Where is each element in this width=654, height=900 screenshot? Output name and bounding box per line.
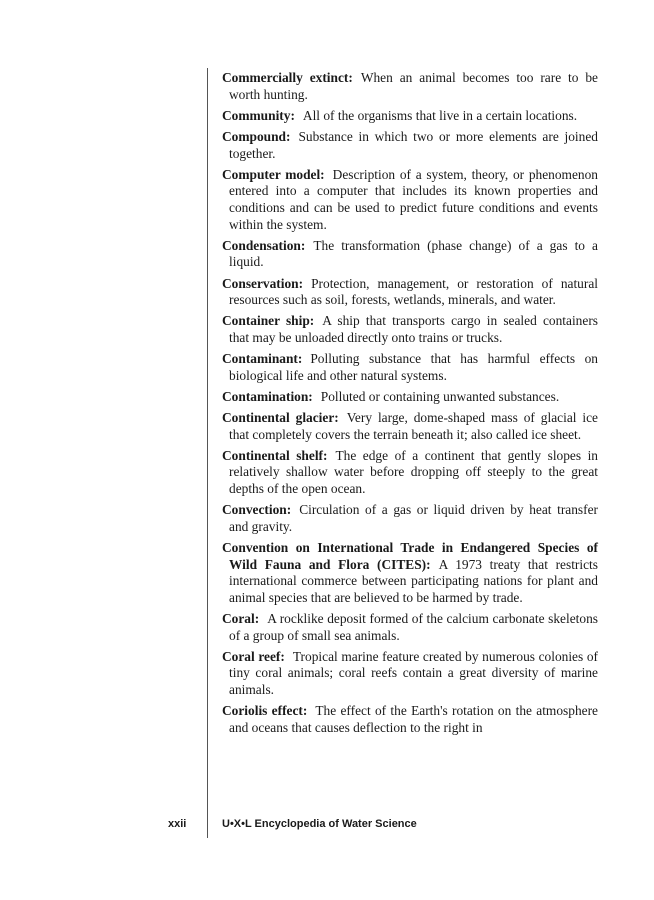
page-number: xxii — [168, 818, 187, 830]
glossary-term: Coral reef: — [222, 648, 285, 664]
glossary-entry — [222, 611, 598, 644]
glossary-definition: A rocklike deposit formed of the calcium carbonate skeletons of a group of small sea animals. — [229, 610, 598, 643]
glossary-entry — [222, 129, 598, 162]
glossary-term: Community: — [222, 107, 295, 123]
glossary-term: Contaminant: — [222, 351, 303, 367]
glossary-definition: Description of a system, theory, or phenomenon entered into a computer that includes its known properties and conditions and can be used to predict future conditions and events within the system. — [229, 166, 598, 232]
glossary-definition: The transformation (phase change) of a gas to a liquid. — [229, 237, 598, 270]
glossary-entry — [222, 238, 598, 271]
glossary-definition: When an animal becomes too rare to be worth hunting. — [229, 70, 598, 102]
glossary-term: Coriolis effect: — [222, 703, 308, 719]
glossary-entry — [222, 276, 598, 309]
glossary-definition: Polluted or containing unwanted substances. — [320, 388, 560, 404]
glossary-term: Continental glacier: — [222, 410, 339, 426]
glossary-term: Conservation: — [222, 275, 304, 291]
glossary-term: Contamination: — [222, 388, 313, 404]
glossary-term: Condensation: — [222, 237, 306, 253]
glossary-entry — [222, 167, 598, 233]
glossary-entry — [222, 410, 598, 443]
glossary-definition: Protection, management, or restoration of natural resources such as soil, forests, wetlands, minerals, and water. — [229, 275, 598, 308]
glossary-entries — [222, 70, 598, 741]
glossary-term: Continental shelf: — [222, 447, 328, 463]
glossary-definition: A ship that transports cargo in sealed containers that may be unloaded directly onto trains or trucks. — [229, 313, 598, 345]
book-title: U•X•L Encyclopedia of Water Science — [222, 818, 417, 830]
glossary-definition: Tropical marine feature created by numerous colonies of tiny coral animals; coral reefs contain a great diversity of marine animals. — [229, 648, 598, 697]
glossary-definition: All of the organisms that live in a certain locations. — [302, 107, 578, 123]
glossary-definition: The edge of a continent that gently slopes in relatively shallow water before dropping off steeply to the great depths of the open ocean. — [229, 447, 599, 496]
glossary-entry — [222, 313, 598, 346]
glossary-term: Computer model: — [222, 166, 325, 182]
glossary-term: Compound: — [222, 128, 291, 144]
glossary-term: Commercially extinct: — [222, 70, 353, 85]
glossary-term: Container ship: — [222, 313, 315, 329]
margin-rule — [207, 68, 208, 838]
glossary-entry — [222, 108, 598, 125]
glossary-definition: The effect of the Earth's rotation on the atmosphere and oceans that causes deflection to the right in — [229, 703, 598, 735]
glossary-definition: Very large, dome-shaped mass of glacial ice that completely covers the terrain beneath it; also called ice sheet. — [229, 410, 598, 442]
glossary-entry — [222, 448, 598, 498]
glossary-definition: Circulation of a gas or liquid driven by heat transfer and gravity. — [229, 502, 598, 534]
glossary-entry — [222, 351, 598, 384]
glossary-entry — [222, 389, 598, 406]
glossary-definition: A 1973 treaty that restricts international commerce between participating nations for plant and animal species that are believed to be harmed by trade. — [229, 556, 598, 605]
glossary-term: Convection: — [222, 502, 292, 518]
glossary-entry — [222, 502, 598, 535]
glossary-term: Convention on International Trade in Endangered Species of Wild Fauna and Flora (CITES): — [222, 539, 598, 572]
glossary-entry — [222, 70, 598, 103]
glossary-entry — [222, 540, 598, 606]
glossary-definition: Polluting substance that has harmful effects on biological life and other natural systems. — [229, 351, 598, 383]
glossary-definition: Substance in which two or more elements are joined together. — [229, 128, 598, 161]
glossary-term: Coral: — [222, 610, 260, 626]
glossary-entry — [222, 649, 598, 699]
glossary-entry — [222, 703, 598, 736]
